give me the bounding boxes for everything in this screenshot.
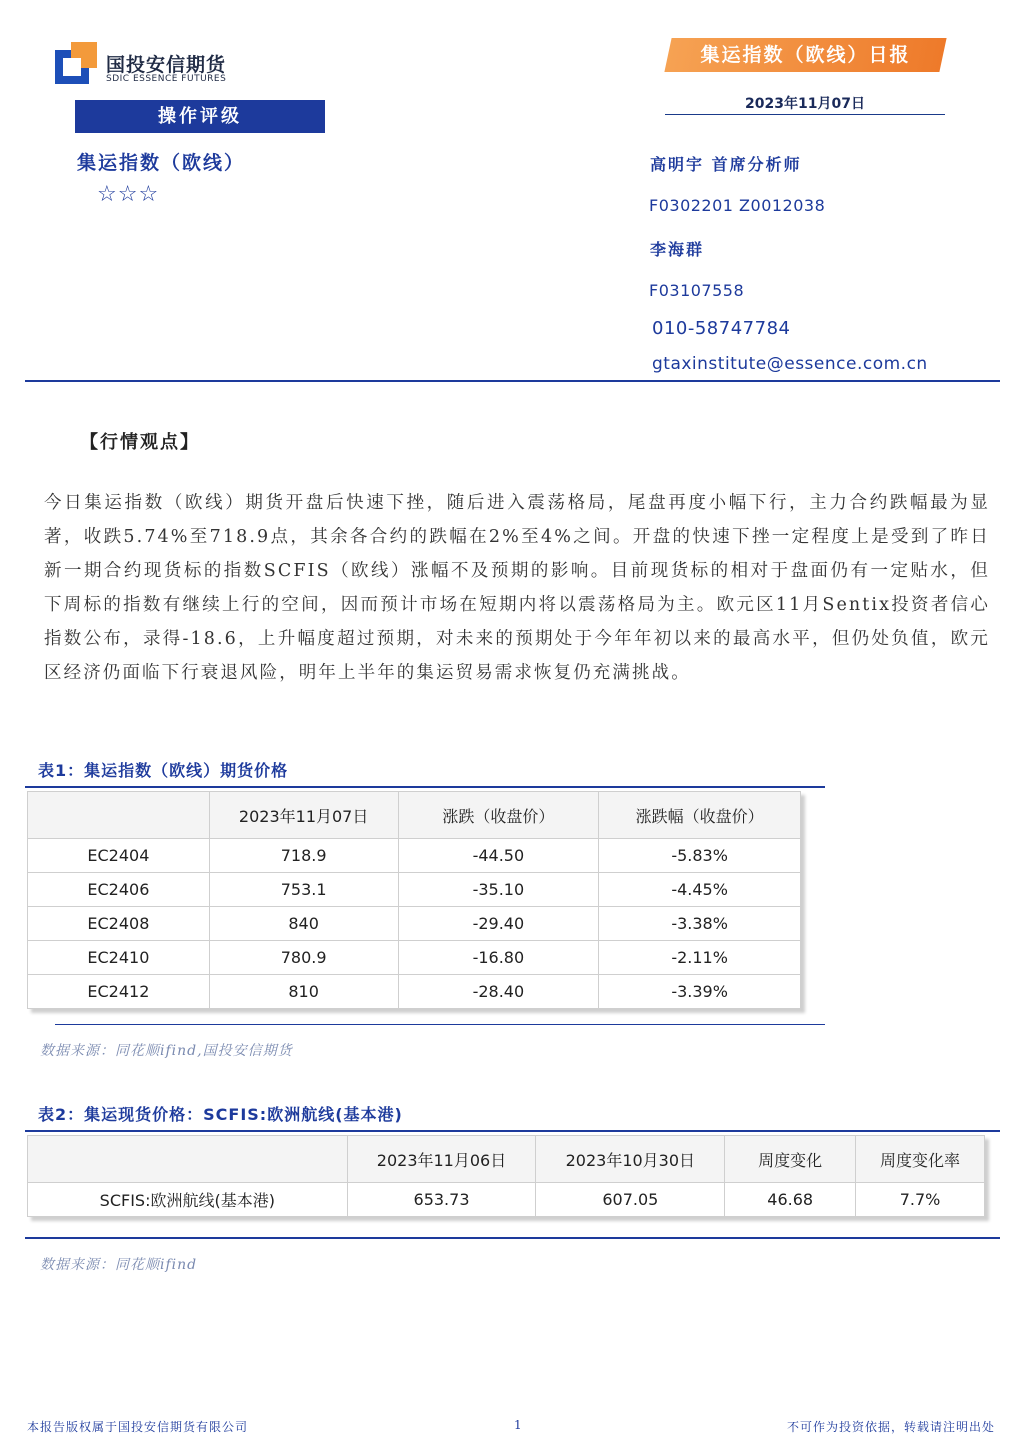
spot-price-table <box>27 1135 985 1217</box>
table-row <box>28 839 801 873</box>
table-row <box>28 873 801 907</box>
value-cell: -16.80 <box>398 941 599 975</box>
value-cell: 780.9 <box>209 941 398 975</box>
table-header-row <box>28 1136 985 1183</box>
table1-top-rule <box>25 786 825 788</box>
table-row <box>28 941 801 975</box>
analyst-2-name: 李海群 <box>650 240 705 259</box>
analyst-1-name: 高明宇 首席分析师 <box>650 155 802 174</box>
table-header-row <box>28 792 801 839</box>
table1-bottom-rule <box>55 1024 825 1025</box>
value-cell: -4.45% <box>599 873 801 907</box>
value-cell: 840 <box>209 907 398 941</box>
table2-title: 表2：集运现货价格：SCFIS:欧洲航线(基本港) <box>38 1105 403 1124</box>
value-cell: -29.40 <box>398 907 599 941</box>
report-title: 集运指数（欧线）日报 <box>700 44 911 66</box>
footer-disclaimer: 不可作为投资依据，转载请注明出处 <box>786 1420 995 1434</box>
rating-item-name: 集运指数（欧线） <box>77 152 246 174</box>
table-header-cell: 2023年11月07日 <box>209 792 398 839</box>
table-header-cell: 周度变化率 <box>856 1136 985 1183</box>
page-number: 1 <box>514 1418 523 1432</box>
table-header-cell <box>28 1136 348 1183</box>
value-cell: 7.7% <box>856 1183 985 1217</box>
table-header-cell: 周度变化 <box>725 1136 856 1183</box>
company-logo-icon <box>55 42 97 84</box>
value-cell: -28.40 <box>398 975 599 1009</box>
value-cell: -44.50 <box>398 839 599 873</box>
table-header-cell: 涨跌（收盘价） <box>398 792 599 839</box>
table-row <box>28 975 801 1009</box>
table-header-cell <box>28 792 210 839</box>
header-divider <box>25 380 1000 382</box>
report-date: 2023年11月07日 <box>745 96 865 112</box>
analyst-1-id: F0302201 Z0012038 <box>649 196 826 215</box>
brand-name-en: SDIC ESSENCE FUTURES <box>106 74 227 84</box>
value-cell: -2.11% <box>599 941 801 975</box>
table-header-cell: 涨跌幅（收盘价） <box>599 792 801 839</box>
table2-source: 数据来源：同花顺ifind <box>40 1257 198 1273</box>
value-cell: 810 <box>209 975 398 1009</box>
row-label-cell: EC2412 <box>28 975 210 1009</box>
contact-email[interactable]: gtaxinstitute@essence.com.cn <box>652 354 928 374</box>
row-label-cell: EC2410 <box>28 941 210 975</box>
table2-bottom-rule <box>25 1237 1000 1239</box>
futures-price-table <box>27 791 801 1009</box>
value-cell: -35.10 <box>398 873 599 907</box>
value-cell: -5.83% <box>599 839 801 873</box>
value-cell: 718.9 <box>209 839 398 873</box>
value-cell: 653.73 <box>347 1183 536 1217</box>
table-header-cell: 2023年11月06日 <box>347 1136 536 1183</box>
value-cell: 753.1 <box>209 873 398 907</box>
table-row <box>28 1183 985 1217</box>
value-cell: -3.39% <box>599 975 801 1009</box>
row-label-cell: SCFIS:欧洲航线(基本港) <box>28 1183 348 1217</box>
analyst-2-id: F03107558 <box>649 281 745 300</box>
value-cell: -3.38% <box>599 907 801 941</box>
contact-phone: 010-58747784 <box>652 318 791 339</box>
table1-title: 表1：集运指数（欧线）期货价格 <box>38 761 289 780</box>
rating-label-box: 操作评级 <box>75 100 325 133</box>
market-view-body: 今日集运指数（欧线）期货开盘后快速下挫，随后进入震荡格局，尾盘再度小幅下行，主力合约跌幅最为显著，收跌5.74%至718.9点，其余各合约的跌幅在2%至4%之间。开盘的快速下挫一定程度上是受到了昨日新一期合约现货标的指数SCFIS（欧线）涨幅不及预期的影响。目前现货标的相对于盘面仍有一定贴水，但下周标的指数有继续上行的空间，因而预计市场在短期内将以震荡格局为主。欧元区11月Sentix投资者信心指数公布，录得-18.6，上升幅度超过预期，对未来的预期处于今年年初以来的最高水平，但仍处负值，欧元区经济仍面临下行衰退风险，明年上半年的集运贸易需求恢复仍充满挑战。 <box>44 493 990 683</box>
value-cell: 46.68 <box>725 1183 856 1217</box>
footer-copyright: 本报告版权属于国投安信期货有限公司 <box>27 1420 249 1434</box>
table1-source: 数据来源：同花顺ifind,国投安信期货 <box>40 1043 293 1059</box>
date-underline <box>665 114 945 115</box>
table-row <box>28 907 801 941</box>
rating-stars: ☆☆☆ <box>97 182 160 207</box>
table2-top-rule <box>25 1130 1000 1132</box>
row-label-cell: EC2404 <box>28 839 210 873</box>
market-view-title: 【行情观点】 <box>80 432 200 453</box>
brand-name-cn: 国投安信期货 <box>106 54 227 76</box>
row-label-cell: EC2408 <box>28 907 210 941</box>
row-label-cell: EC2406 <box>28 873 210 907</box>
value-cell: 607.05 <box>536 1183 725 1217</box>
table-header-cell: 2023年10月30日 <box>536 1136 725 1183</box>
